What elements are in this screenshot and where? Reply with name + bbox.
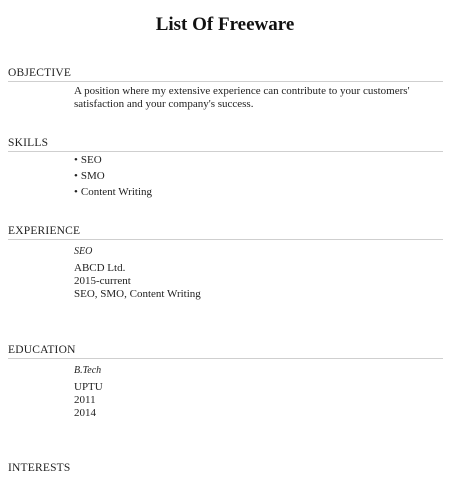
objective-text-line: A position where my extensive experience can contribute to your customers' <box>74 85 410 97</box>
section-heading-skills: SKILLS <box>8 137 443 152</box>
bullet-icon: • <box>74 170 78 182</box>
section-heading-experience: EXPERIENCE <box>8 225 443 240</box>
document-title: List Of Freeware <box>155 14 295 35</box>
section-heading-education: EDUCATION <box>8 344 443 359</box>
experience-role: SEO <box>74 246 93 257</box>
list-item <box>74 184 434 200</box>
list-item <box>74 168 434 184</box>
education-institution: UPTU <box>74 381 103 393</box>
section-heading-objective: OBJECTIVE <box>8 67 443 82</box>
skill-label: Content Writing <box>80 186 153 198</box>
skill-label: SEO <box>80 154 102 166</box>
objective-text <box>74 85 434 111</box>
experience-period: 2015-current <box>74 275 131 287</box>
list-item <box>74 152 434 168</box>
section-heading-interests: INTERESTS <box>8 462 71 474</box>
education-degree: B.Tech <box>74 365 102 376</box>
objective-text-line: satisfaction and your company's success. <box>74 98 254 110</box>
education-end-year: 2014 <box>74 407 96 419</box>
education-start-year: 2011 <box>74 394 96 406</box>
bullet-icon: • <box>74 154 78 166</box>
education-entry <box>74 364 434 420</box>
experience-company: ABCD Ltd. <box>74 262 126 274</box>
skill-label: SMO <box>80 170 105 182</box>
bullet-icon: • <box>74 186 78 198</box>
experience-entry <box>74 245 434 301</box>
experience-details: SEO, SMO, Content Writing <box>74 288 201 300</box>
skills-list <box>74 152 434 200</box>
